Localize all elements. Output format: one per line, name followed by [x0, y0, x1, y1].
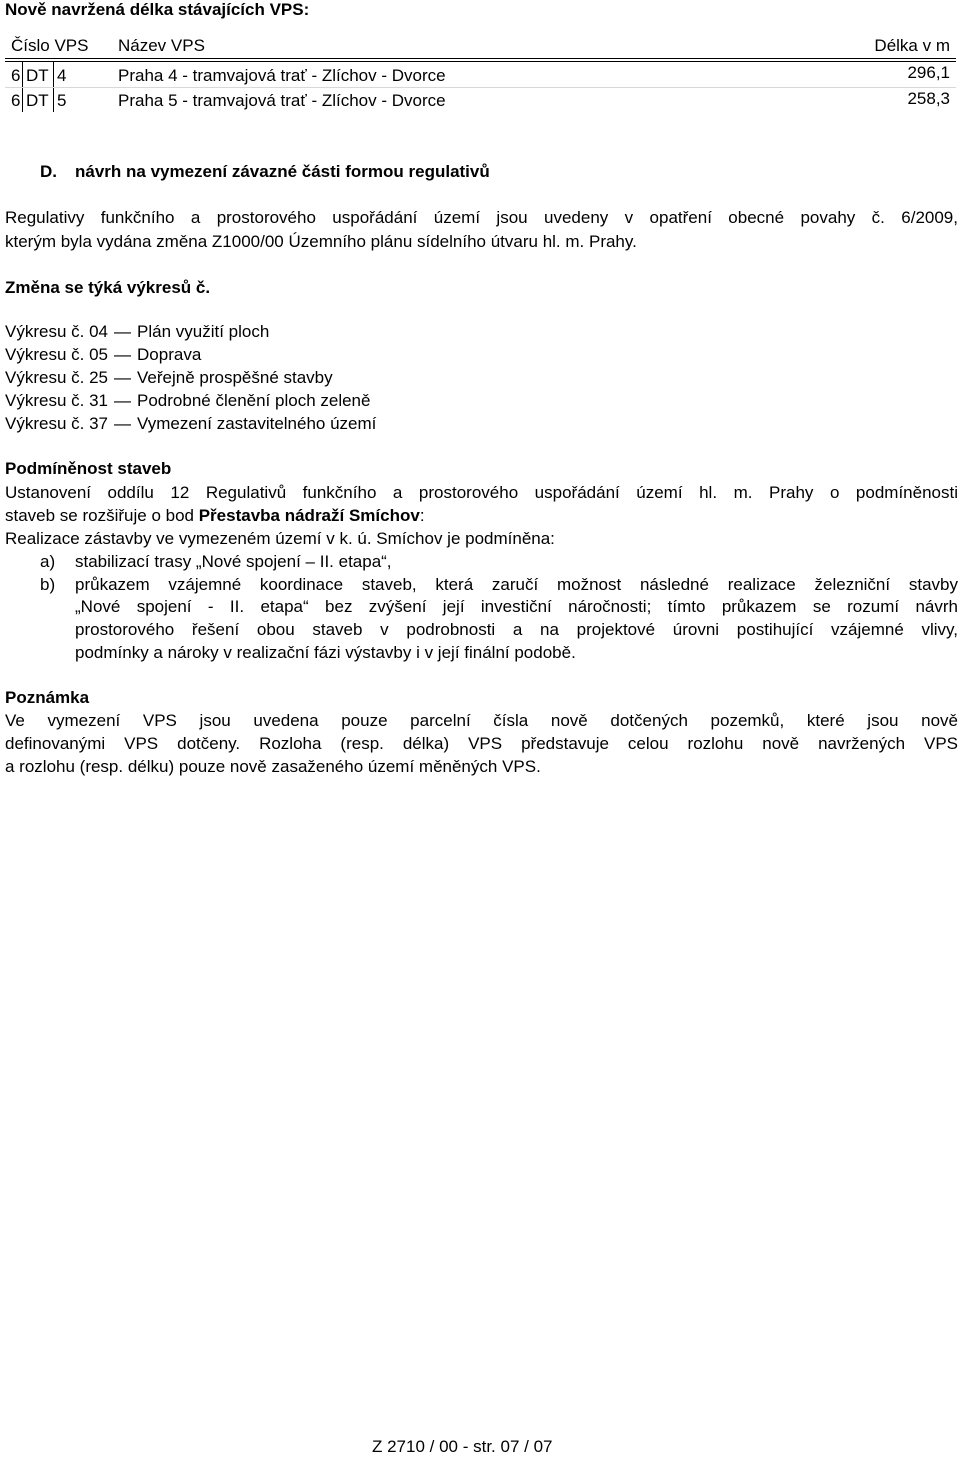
vps-section-title: Nově navržená délka stávajících VPS:: [5, 0, 310, 19]
poznamka-line1: Ve vymezení VPS jsou uvedena pouze parcelní čísla nově dotčených pozemků, které jsou nově: [5, 711, 958, 730]
row-divider: [5, 87, 956, 88]
drawing-prefix: Výkresu č.: [5, 414, 85, 433]
dash: —: [114, 322, 132, 341]
list-item: [5, 368, 333, 388]
podminenost-line1: Ustanovení oddílu 12 Regulativů funkčního a prostorového uspořádání území hl. m. Prahy o podmíněnosti: [5, 483, 958, 502]
row-nazev: Praha 4 - tramvajová trať - Zlíchov - Dvorce: [118, 66, 446, 85]
poznamka-heading: Poznámka: [5, 688, 90, 707]
dash: —: [114, 345, 132, 364]
drawing-prefix: Výkresu č.: [5, 391, 85, 410]
drawing-number: 05: [89, 345, 109, 364]
dash: —: [114, 414, 132, 433]
row-delka: 296,1: [907, 63, 950, 82]
drawing-number: 04: [89, 322, 109, 341]
section-d-paragraph-line2: kterým byla vydána změna Z1000/00 Územního plánu sídelního útvaru hl. m. Prahy.: [5, 232, 637, 251]
drawing-name: Veřejně prospěšné stavby: [137, 368, 333, 387]
drawing-prefix: Výkresu č.: [5, 368, 85, 387]
drawings-heading: Změna se týká výkresů č.: [5, 278, 211, 297]
drawing-prefix: Výkresu č.: [5, 322, 85, 341]
header-delka: Délka v m: [874, 36, 950, 55]
podminenost-line3: Realizace zástavby ve vymezeném území v k. ú. Smíchov je podmíněna:: [5, 529, 555, 548]
drawing-prefix: Výkresu č.: [5, 345, 85, 364]
row-delka: 258,3: [907, 89, 950, 108]
list-item: [5, 391, 370, 411]
poznamka-line3: a rozlohu (resp. délku) pouze nově zasaženého území měněných VPS.: [5, 757, 541, 776]
item-b-line4: podmínky a nároky v realizační fázi výstavby i v její finální podobě.: [75, 643, 576, 662]
row-cislo-part1: 6: [11, 66, 21, 85]
item-a-text: stabilizací trasy „Nové spojení – II. etapa“,: [75, 552, 392, 571]
item-b-label: b): [40, 575, 56, 594]
drawing-name: Vymezení zastavitelného území: [137, 414, 377, 433]
drawing-name: Doprava: [137, 345, 202, 364]
table-header-rule-2: [5, 61, 956, 62]
row-cislo-part3: 5: [57, 91, 67, 110]
row-cislo-part2: DT: [26, 66, 49, 85]
item-b-line2: „Nové spojení - II. etapa“ bez zvýšení její investiční náročnosti; tímto průkazem se rozumí návrh: [75, 597, 958, 616]
section-d-label: D.: [40, 162, 57, 181]
header-nazev-vps: Název VPS: [118, 36, 205, 55]
podminenost-line2-colon: :: [419, 506, 425, 525]
header-cislo-vps: Číslo VPS: [11, 36, 89, 55]
podminenost-line2-text: staveb se rozšiřuje o bod: [5, 506, 199, 525]
podminenost-heading: Podmíněnost staveb: [5, 459, 172, 478]
list-item: [5, 345, 201, 365]
row-nazev: Praha 5 - tramvajová trať - Zlíchov - Dvorce: [118, 91, 446, 110]
poznamka-line2: definovanými VPS dotčeny. Rozloha (resp. délka) VPS představuje celou rozlohu nově navržených VPS: [5, 734, 958, 753]
drawing-name: Podrobné členění ploch zeleně: [137, 391, 371, 410]
dash: —: [114, 391, 132, 410]
podminenost-line2: [5, 506, 425, 526]
drawing-number: 37: [89, 414, 109, 433]
item-a-label: a): [40, 552, 56, 571]
section-d-paragraph-line1: Regulativy funkčního a prostorového uspořádání území jsou uvedeny v opatření obecné povahy č. 6/2009,: [5, 208, 958, 227]
list-item: [5, 414, 376, 434]
drawing-number: 25: [89, 368, 109, 387]
drawing-number: 31: [89, 391, 109, 410]
drawing-name: Plán využití ploch: [137, 322, 270, 341]
table-header-rule: [5, 58, 956, 59]
section-d-title: návrh na vymezení závazné části formou regulativů: [75, 162, 490, 181]
row-cislo-part1: 6: [11, 91, 21, 110]
row-cislo-part2: DT: [26, 91, 49, 110]
prestavba-nadrazi-smichov: Přestavba nádraží Smíchov: [198, 506, 420, 525]
row-cislo-part3: 4: [57, 66, 67, 85]
item-b-line1: průkazem vzájemné koordinace staveb, která zaručí možnost následné realizace železniční stavby: [75, 575, 958, 594]
item-b-line3: prostorového řešení obou staveb v podrobnosti a na projektové úrovni postihující vzájemné vlivy,: [75, 620, 958, 639]
list-item: [5, 322, 269, 342]
page-footer: Z 2710 / 00 - str. 07 / 07: [372, 1437, 553, 1456]
dash: —: [114, 368, 132, 387]
